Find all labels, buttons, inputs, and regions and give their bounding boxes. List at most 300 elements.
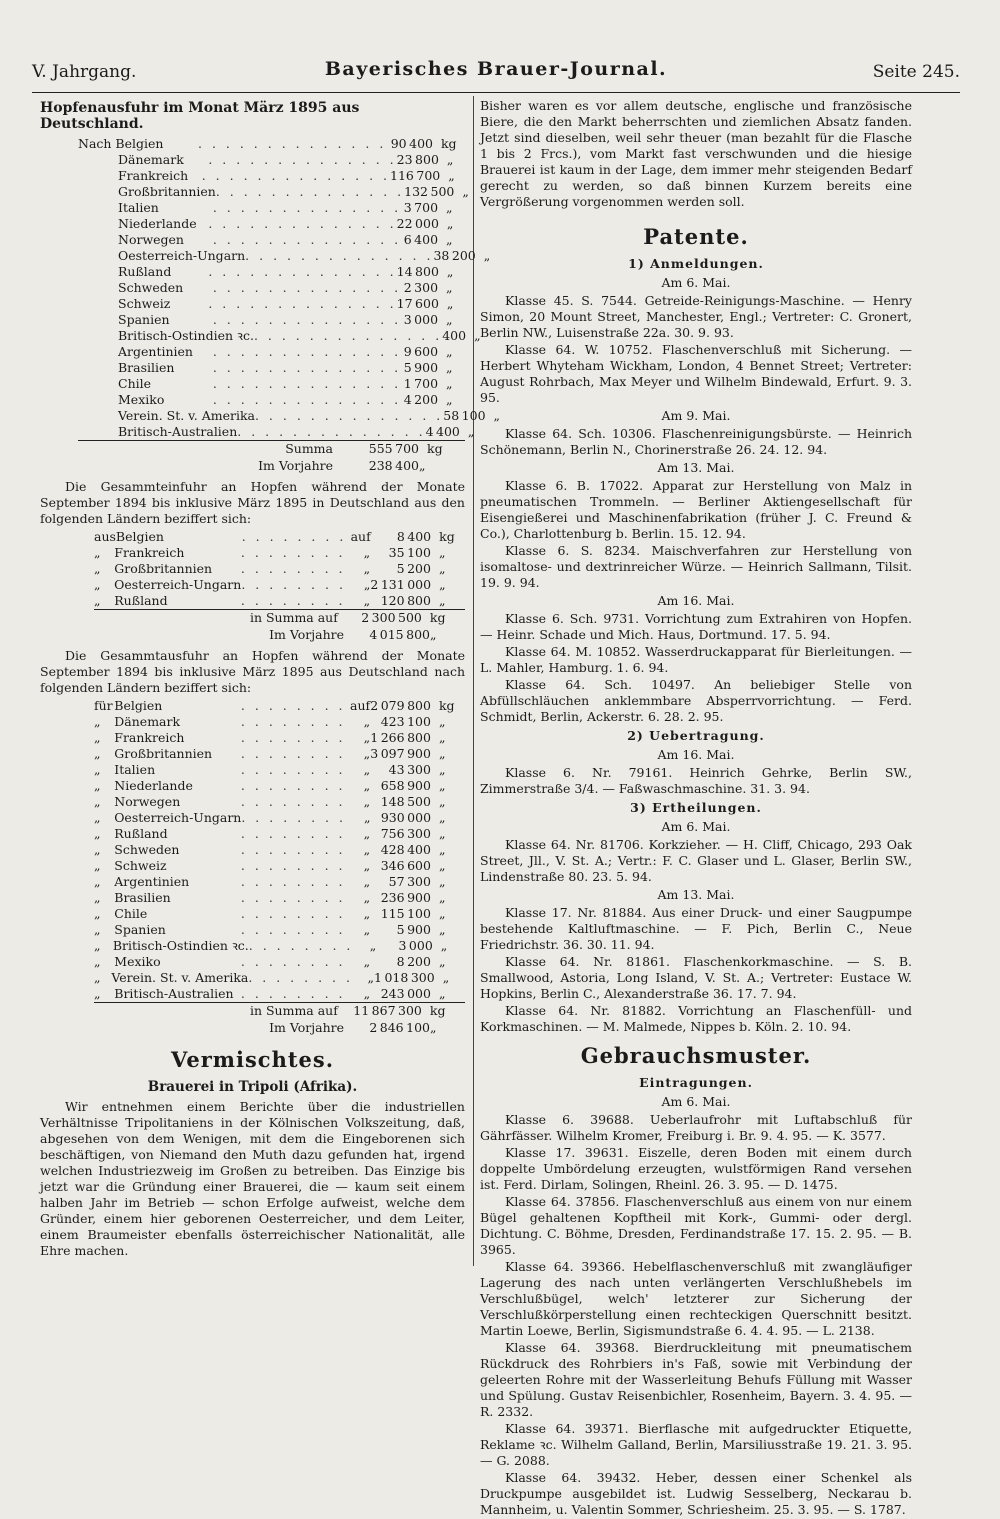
- table-row: [78, 328, 481, 344]
- amount-value: 423 100: [380, 714, 431, 729]
- prev-label: Im Vorjahre: [269, 1020, 344, 1035]
- patente-heading: Patente.: [643, 224, 749, 249]
- leader-dots: . . . . . . . . . . . . . .: [254, 408, 444, 423]
- hops-export-title: Hopfenausfuhr im Monat März 1895 aus Deutschland.: [40, 100, 360, 132]
- amount-value: 8 200: [396, 954, 431, 969]
- leader-dots: . . . . . . . . . . . . . .: [201, 168, 391, 183]
- amount-unit: „: [438, 906, 446, 921]
- hops-sum-row: [78, 440, 465, 458]
- leader-dots: . . . . . . . . . . . . . .: [212, 280, 402, 295]
- amount-unit: „: [438, 714, 446, 729]
- row-prefix: „: [94, 714, 101, 729]
- leader-dots: . . . . . . . . . . . . . .: [215, 184, 405, 199]
- volume-label: V. Jahrgang.: [32, 62, 137, 82]
- gebrauchsmuster-entry: Klasse 64. 39368. Bierdruckleitung mit pneumatischem Rückdruck des Rohrbiers in's Faß, sowie mit Verbindung der geleerten Rohre mit der Wasserleitung Behufs Füllung mit Wasser und Spülung. Gustav Reisenbichler, Rosenheim, Bayern. 3. 4. 95. — R. 2332.: [480, 1340, 912, 1419]
- leader-dots: . . . . . . . . . . . . . .: [245, 248, 434, 263]
- row-auf: „: [363, 906, 371, 921]
- amount-value: 148 500: [380, 794, 431, 809]
- leader-dots: . . . . . . . . . . . . . .: [212, 344, 402, 359]
- table-row: [94, 561, 465, 577]
- country-name: Britisch-Australien: [118, 424, 238, 439]
- leader-dots: . . . . . . . .: [240, 762, 346, 777]
- country-name: Britisch-Ostindien ꝛc.: [112, 938, 249, 953]
- row-prefix: für: [94, 698, 113, 713]
- patent-entry: Klasse 64. M. 10852. Wasserdruckapparat für Bierleitungen. — L. Mahler, Hamburg. 1. 6. 94.: [480, 644, 912, 675]
- sum-label: in Summa auf: [249, 610, 338, 625]
- amount-value: 132 500: [404, 184, 455, 199]
- table-row: [94, 778, 465, 794]
- patent-subsection-title: 1) Anmeldungen.: [628, 256, 764, 271]
- export-intro: Die Gesammtausfuhr an Hopfen während der Monate September 1894 bis inklusive März 1895 aus Deutschland nach folgenden Ländern beziffert sich:: [40, 648, 465, 695]
- amount-value: 243 000: [380, 986, 431, 1001]
- country-name: Rußland: [118, 264, 172, 279]
- patente-sections: [480, 256, 912, 1035]
- leader-dots: . . . . . . . . . . . . . .: [253, 328, 443, 343]
- gebrauchsmuster-heading: Gebrauchsmuster.: [580, 1043, 812, 1068]
- row-auf: „: [363, 714, 371, 729]
- row-auf: „: [363, 746, 371, 761]
- gebrauchsmuster-entry: Klasse 64. 37856. Flaschenverschluß aus einem von nur einem Bügel gehaltenen Kopftheil mit Kork-, Gummi- oder dergl. Dichtung. C. Böhme, Dresden, Ferdinandstraße 17. 15. 2. 95. — B. 3965.: [480, 1194, 912, 1257]
- country-name: Schweden: [114, 842, 180, 857]
- amount-value: 57 300: [388, 874, 431, 889]
- amount-value: 14 800: [396, 264, 439, 279]
- row-prefix: „: [94, 938, 101, 953]
- amount-value: 23 800: [396, 152, 439, 167]
- country-name: Spanien: [114, 922, 166, 937]
- amount-value: 236 900: [380, 890, 431, 905]
- amount-unit: „: [446, 344, 453, 359]
- table-row: [94, 577, 465, 593]
- amount-unit: „: [438, 954, 446, 969]
- row-auf: „: [363, 890, 371, 905]
- table-row: [78, 136, 465, 152]
- amount-value: 116 700: [390, 168, 441, 183]
- leader-dots: . . . . . . . .: [240, 842, 346, 857]
- export-prev-row: [94, 1020, 465, 1037]
- country-name: Niederlande: [118, 216, 197, 231]
- leader-dots: . . . . . . . .: [240, 954, 346, 969]
- sum-unit: kg: [429, 610, 446, 625]
- patent-subsection-title: 2) Uebertragung.: [627, 728, 765, 743]
- leader-dots: . . . . . . . . . . . . . .: [212, 200, 402, 215]
- country-name: Mexiko: [118, 392, 165, 407]
- amount-unit: „: [448, 168, 455, 183]
- vermischtes-heading: Vermischtes.: [170, 1047, 335, 1072]
- column-divider: [473, 96, 474, 1266]
- amount-value: 5 900: [396, 922, 431, 937]
- country-name: Verein. St. v. Amerika: [118, 408, 255, 423]
- country-name: Oesterreich-Ungarn: [118, 248, 246, 263]
- patent-entry: Klasse 6. Sch. 9731. Vorrichtung zum Extrahiren von Hopfen. — Heinr. Schade und Mich. Haus, Dortmund. 17. 5. 94.: [480, 611, 912, 642]
- sum-label: Summa: [285, 441, 333, 456]
- entry-date: Am 13. Mai.: [657, 887, 735, 902]
- leader-dots: . . . . . . . .: [241, 529, 347, 544]
- country-name: Frankreich: [114, 545, 185, 560]
- leader-dots: . . . . . . . .: [240, 858, 346, 873]
- table-row: [78, 152, 465, 168]
- row-auf: „: [363, 762, 371, 777]
- amount-value: 8 400: [396, 529, 432, 544]
- amount-unit: „: [438, 746, 446, 761]
- amount-value: 1 018 300: [374, 970, 435, 985]
- amount-value: 658 900: [380, 778, 431, 793]
- patent-entry: Klasse 64. W. 10752. Flaschenverschluß mit Sicherung. — Herbert Whyteham Wickham, London, 4 Bennet Street; Vertreter: August Rohrbach, Max Meyer und Wilhelm Bindewald, Erfurt. 9. 3. 95.: [480, 342, 912, 405]
- amount-unit: „: [438, 730, 446, 745]
- country-name: Großbritannien: [114, 561, 213, 576]
- patent-entry: Klasse 45. S. 7544. Getreide-Reinigungs-Maschine. — Henry Simon, 20 Mount Street, Manchester, Engl.; Vertreter: C. Gronert, Berlin NW., Luisenstraße 22a. 30. 9. 93.: [480, 293, 912, 340]
- patent-entry: Klasse 64. Sch. 10306. Flaschenreinigungsbürste. — Heinrich Schönemann, Berlin N., Chorinerstraße 26. 24. 12. 94.: [480, 426, 912, 457]
- amount-value: 2 131 000: [370, 577, 432, 592]
- gebrauchsmuster-entry: Klasse 64. 39432. Heber, dessen einer Schenkel als Druckpumpe ausgebildet ist. Ludwig Sesselberg, Neckarau b. Mannheim, u. Valentin Sommer, Schriesheim. 25. 3. 95. — S. 1787.: [480, 1470, 912, 1517]
- country-name: Schweiz: [118, 296, 171, 311]
- country-name: Großbritannien: [114, 746, 213, 761]
- amount-value: 346 600: [380, 858, 431, 873]
- patent-entry: Klasse 64. Nr. 81861. Flaschenkorkmaschine. — S. B. Smallwood, Astoria, Long Island, V. St. A.; Vertreter: Eustace W. Hopkins, Berlin C., Alexanderstraße 36. 17. 7. 94.: [480, 954, 912, 1001]
- entry-date: Am 6. Mai.: [661, 819, 731, 834]
- table-row: [94, 922, 465, 938]
- country-name: Frankreich: [118, 168, 189, 183]
- amount-value: 1 266 800: [370, 730, 431, 745]
- country-name: Brasilien: [118, 360, 175, 375]
- table-row: [78, 296, 465, 312]
- country-name: Spanien: [118, 312, 170, 327]
- table-row: [78, 248, 491, 264]
- leader-dots: . . . . . . . . . . . . . .: [208, 264, 397, 279]
- row-prefix: aus: [94, 529, 116, 544]
- country-name: Frankreich: [114, 730, 185, 745]
- country-name: Chile: [114, 906, 148, 921]
- row-auf: „: [363, 874, 371, 889]
- amount-value: 400: [442, 328, 467, 343]
- amount-unit: „: [438, 986, 446, 1001]
- country-name: Dänemark: [114, 714, 181, 729]
- amount-unit: „: [462, 184, 469, 199]
- amount-unit: „: [446, 200, 453, 215]
- patent-subsection-title: 3) Ertheilungen.: [630, 800, 762, 815]
- entry-date: Am 6. Mai.: [661, 275, 731, 290]
- sum-value: 11 867 300: [353, 1003, 422, 1018]
- prev-value: 238 400: [368, 458, 419, 473]
- row-prefix: „: [94, 561, 101, 576]
- amount-unit: „: [438, 842, 446, 857]
- amount-unit: „: [438, 561, 446, 576]
- table-row: [78, 408, 501, 424]
- country-name: Belgien: [114, 698, 163, 713]
- header-rule: [32, 92, 960, 93]
- vermischtes-text: Wir entnehmen einem Berichte über die industriellen Verhältnisse Tripolitaniens in der Kölnischen Volkszeitung, daß, abgesehen von dem Wenigen, mit dem die Eingeborenen sich beschäftigen, von Niemand den Muth dazu gefunden hat, irgend welchen Industriezweig im Großen zu betreiben. Das Einzige bis jetzt war die Gründung einer Brauerei, die — kaum seit einem halben Jahr im Betrieb — schon Erfolge aufweist, welche dem Gründer, einem hier geborenen Oesterreicher, und dem Leiter, einem Braumeister ebenfalls österreichischer Nationalität, alle Ehre machen.: [40, 1099, 465, 1258]
- leader-dots: . . . . . . . .: [240, 874, 346, 889]
- amount-value: 43 300: [388, 762, 431, 777]
- amount-unit: „: [446, 360, 453, 375]
- country-name: Oesterreich-Ungarn: [114, 810, 242, 825]
- row-auf: „: [363, 794, 371, 809]
- country-name: Argentinien: [114, 874, 190, 889]
- leader-dots: . . . . . . . . . . . . . .: [212, 312, 402, 327]
- sum-value: 2 300 500: [361, 610, 422, 625]
- amount-unit: „: [446, 392, 453, 407]
- row-prefix: „: [94, 858, 101, 873]
- leader-dots: . . . . . . . .: [240, 794, 346, 809]
- row-auf: „: [363, 577, 371, 592]
- left-column: [40, 98, 501, 1261]
- amount-unit: „: [446, 216, 454, 231]
- amount-value: 22 000: [396, 216, 439, 231]
- patent-entry: Klasse 6. B. 17022. Apparat zur Herstellung von Malz in pneumatischen Trommeln. — Berliner Aktiengesellschaft für Eisengießerei und Maschinenfabrikation (früher J. C. Freund & Co.), Charlottenburg b. Berlin. 15. 12. 94.: [480, 478, 912, 541]
- sum-label: in Summa auf: [249, 1003, 338, 1018]
- amount-unit: „: [446, 152, 454, 167]
- leader-dots: . . . . . . . .: [240, 698, 346, 713]
- country-name: Dänemark: [118, 152, 184, 167]
- amount-unit: kg: [439, 529, 455, 544]
- vermischtes-subheading: Brauerei in Tripoli (Afrika).: [147, 1079, 358, 1095]
- table-row: [94, 858, 465, 874]
- entry-date: Am 16. Mai.: [657, 593, 735, 608]
- country-name: Nach Belgien: [78, 136, 164, 151]
- table-row: [78, 360, 465, 376]
- row-auf: auf: [350, 529, 371, 544]
- table-row: [94, 826, 465, 842]
- row-prefix: „: [94, 762, 101, 777]
- amount-value: 58 100: [443, 408, 486, 423]
- row-auf: „: [363, 593, 371, 608]
- sum-value: 555 700: [368, 441, 419, 456]
- import-prev-row: [94, 627, 465, 644]
- country-name: Italien: [114, 762, 156, 777]
- row-auf: „: [364, 810, 371, 825]
- country-name: Chile: [118, 376, 152, 391]
- leader-dots: . . . . . . . .: [248, 970, 353, 985]
- amount-value: 9 600: [403, 344, 439, 359]
- entry-date: Am 9. Mai.: [661, 408, 731, 423]
- leader-dots: . . . . . . . .: [240, 906, 346, 921]
- country-name: Norwegen: [114, 794, 181, 809]
- leader-dots: . . . . . . . . . . . . . .: [212, 392, 402, 407]
- country-name: Großbritannien: [118, 184, 216, 199]
- row-auf: „: [363, 561, 371, 576]
- gebrauchsmuster-entry: Klasse 64. 39366. Hebelflaschenverschluß mit zwangläufiger Lagerung des nach unten verlängerten Verschlußhebels im Verschlußbügel, welch' letzterer zur Sicherung der Verschlußkörperstellung einen rechteckigen Querschnitt besitzt. Martin Loewe, Berlin, Sigismundstraße 6. 4. 4. 95. — L. 2138.: [480, 1259, 912, 1338]
- patent-entry: Klasse 64. Nr. 81882. Vorrichtung an Flaschenfüll- und Korkmaschinen. — M. Malmede, Nippes b. Köln. 2. 10. 94.: [480, 1003, 912, 1034]
- row-prefix: „: [94, 593, 101, 608]
- amount-unit: „: [440, 938, 448, 953]
- country-name: Rußland: [114, 593, 168, 608]
- leader-dots: . . . . . . . . . . . . . .: [198, 136, 387, 151]
- country-name: Verein. St. v. Amerika: [111, 970, 249, 985]
- amount-unit: „: [438, 874, 446, 889]
- amount-unit: „: [438, 922, 446, 937]
- table-row: [94, 730, 465, 746]
- table-row: [94, 906, 465, 922]
- country-name: Brasilien: [114, 890, 171, 905]
- row-prefix: „: [94, 778, 101, 793]
- amount-value: 3 700: [403, 200, 439, 215]
- row-prefix: „: [94, 922, 101, 937]
- row-auf: „: [363, 545, 371, 560]
- table-row: [94, 970, 465, 986]
- amount-unit: „: [438, 545, 446, 560]
- gebrauchsmuster-subheading: Eintragungen.: [639, 1075, 753, 1090]
- amount-unit: „: [442, 970, 450, 985]
- amount-value: 5 200: [396, 561, 431, 576]
- country-name: Mexiko: [114, 954, 161, 969]
- gebrauchsmuster-date: Am 6. Mai.: [661, 1094, 731, 1109]
- country-name: Rußland: [114, 826, 168, 841]
- amount-value: 1 700: [403, 376, 439, 391]
- gebrauchsmuster-entries: [480, 1112, 912, 1518]
- import-sum-row: [94, 609, 465, 627]
- table-row: [78, 168, 465, 184]
- entry-date: Am 13. Mai.: [657, 460, 735, 475]
- leader-dots: . . . . . . . .: [240, 714, 346, 729]
- row-prefix: „: [94, 810, 101, 825]
- table-row: [78, 424, 475, 440]
- amount-value: 35 100: [388, 545, 431, 560]
- prev-label: Im Vorjahre: [258, 458, 333, 473]
- amount-unit: „: [439, 577, 446, 592]
- row-auf: „: [363, 842, 371, 857]
- gebrauchsmuster-entry: Klasse 6. 39688. Ueberlaufrohr mit Luftabschluß für Gährfässer. Wilhelm Kromer, Freiburg i. Br. 9. 4. 95. — K. 3577.: [480, 1112, 912, 1143]
- table-row: [78, 392, 465, 408]
- leader-dots: . . . . . . . .: [240, 593, 346, 608]
- export-sum-row: [94, 1002, 465, 1020]
- amount-unit: „: [438, 858, 446, 873]
- country-name: Norwegen: [118, 232, 184, 247]
- export-table: [94, 698, 465, 1037]
- prev-unit: „: [419, 458, 426, 473]
- country-name: Argentinien: [118, 344, 193, 359]
- amount-unit: „: [438, 826, 446, 841]
- row-prefix: „: [94, 794, 101, 809]
- leader-dots: . . . . . . . . . . . . . .: [208, 152, 397, 167]
- amount-unit: „: [446, 376, 453, 391]
- leader-dots: . . . . . . . . . . . . . .: [237, 424, 426, 439]
- table-row: [78, 184, 469, 200]
- leader-dots: . . . . . . . . . . . . . .: [212, 232, 402, 247]
- patent-entry: Klasse 64. Nr. 81706. Korkzieher. — H. Cliff, Chicago, 293 Oak Street, Jll., V. St. A.; Vertr.: F. C. Glaser und L. Glaser, Berlin SW., Lindenstraße 80. 23. 5. 94.: [480, 837, 912, 884]
- amount-unit: „: [474, 328, 481, 343]
- row-prefix: „: [94, 954, 101, 969]
- row-auf: „: [363, 730, 371, 745]
- table-row: [78, 376, 465, 392]
- amount-value: 17 600: [396, 296, 439, 311]
- row-prefix: „: [94, 826, 101, 841]
- row-auf: „: [363, 954, 371, 969]
- amount-value: 5 900: [403, 360, 439, 375]
- leader-dots: . . . . . . . .: [240, 561, 346, 576]
- amount-value: 4 400: [425, 424, 460, 439]
- leader-dots: . . . . . . . .: [241, 577, 346, 592]
- row-auf: „: [363, 858, 371, 873]
- amount-unit: „: [438, 778, 446, 793]
- import-table: [94, 529, 465, 644]
- amount-unit: „: [446, 296, 454, 311]
- amount-unit: „: [446, 264, 454, 279]
- row-auf: „: [367, 970, 375, 985]
- amount-unit: kg: [438, 698, 455, 713]
- amount-value: 120 800: [380, 593, 431, 608]
- amount-value: 3 000: [403, 312, 439, 327]
- leader-dots: . . . . . . . .: [240, 890, 346, 905]
- table-row: [94, 529, 465, 545]
- gebrauchsmuster-entry: Klasse 64. 39371. Bierflasche mit aufgedruckter Etiquette, Reklame ꝛc. Wilhelm Galland, Berlin, Marsiliusstraße 19. 21. 3. 95. — G. 2088.: [480, 1421, 912, 1468]
- hops-prev-row: [78, 458, 465, 475]
- row-prefix: „: [94, 906, 101, 921]
- right-column: [480, 98, 912, 1519]
- amount-value: 4 200: [403, 392, 439, 407]
- page-number: Seite 245.: [872, 62, 960, 82]
- leader-dots: . . . . . . . .: [240, 730, 346, 745]
- amount-value: 2 079 800: [370, 698, 431, 713]
- country-name: Schweden: [118, 280, 184, 295]
- row-prefix: „: [94, 746, 101, 761]
- amount-unit: „: [438, 890, 446, 905]
- table-row: [94, 842, 465, 858]
- prev-unit: „: [430, 627, 437, 642]
- country-name: Niederlande: [114, 778, 193, 793]
- prev-unit: „: [430, 1020, 437, 1035]
- row-auf: „: [363, 778, 371, 793]
- prev-label: Im Vorjahre: [269, 627, 344, 642]
- amount-value: 90 400: [390, 136, 433, 151]
- row-prefix: „: [94, 545, 101, 560]
- leader-dots: . . . . . . . .: [248, 938, 354, 953]
- table-row: [78, 312, 465, 328]
- row-prefix: „: [94, 730, 101, 745]
- table-row: [78, 280, 465, 296]
- country-name: Italien: [118, 200, 159, 215]
- table-row: [78, 200, 465, 216]
- prev-value: 4 015 800: [369, 627, 430, 642]
- table-row: [94, 954, 465, 970]
- table-row: [94, 746, 465, 762]
- table-row: [94, 698, 465, 714]
- amount-value: 930 000: [380, 810, 432, 825]
- hops-export-table: [78, 136, 501, 440]
- row-auf: „: [363, 922, 371, 937]
- table-row: [94, 794, 465, 810]
- amount-value: 3 097 900: [370, 746, 431, 761]
- country-name: Oesterreich-Ungarn: [114, 577, 242, 592]
- table-row: [94, 890, 465, 906]
- leader-dots: . . . . . . . .: [240, 922, 346, 937]
- leader-dots: . . . . . . . . . . . . . .: [208, 296, 397, 311]
- table-row: [94, 593, 465, 609]
- patent-entry: Klasse 64. Sch. 10497. An beliebiger Stelle von Abfüllschläuchen anklemmbare Absperrvorrichtung. — Ferd. Schmidt, Berlin, Ackerstr. 6. 28. 2. 95.: [480, 677, 912, 724]
- amount-unit: „: [438, 593, 446, 608]
- amount-unit: „: [438, 794, 446, 809]
- row-prefix: „: [94, 874, 101, 889]
- table-row: [94, 810, 465, 826]
- leader-dots: . . . . . . . .: [240, 826, 346, 841]
- amount-unit: „: [446, 312, 453, 327]
- leader-dots: . . . . . . . .: [240, 986, 346, 1001]
- amount-unit: „: [493, 408, 501, 423]
- amount-unit: „: [439, 810, 446, 825]
- leader-dots: . . . . . . . . . . . . . .: [212, 376, 402, 391]
- country-name: Belgien: [115, 529, 164, 544]
- leader-dots: . . . . . . . .: [240, 778, 346, 793]
- leader-dots: . . . . . . . .: [241, 810, 346, 825]
- amount-value: 2 300: [403, 280, 439, 295]
- amount-unit: „: [446, 280, 453, 295]
- row-prefix: „: [94, 970, 101, 985]
- amount-unit: „: [438, 762, 446, 777]
- prev-value: 2 846 100: [369, 1020, 430, 1035]
- table-row: [78, 216, 465, 232]
- table-row: [94, 874, 465, 890]
- gebrauchsmuster-entry: Klasse 17. 39631. Eiszelle, deren Boden mit einem durch doppelte Umbördelung erzeugten, wulstförmigen Rand versehen ist. Ferd. Dirlam, Solingen, Rheinl. 26. 3. 95. — D. 1475.: [480, 1145, 912, 1192]
- table-row: [94, 938, 465, 954]
- amount-unit: „: [446, 232, 453, 247]
